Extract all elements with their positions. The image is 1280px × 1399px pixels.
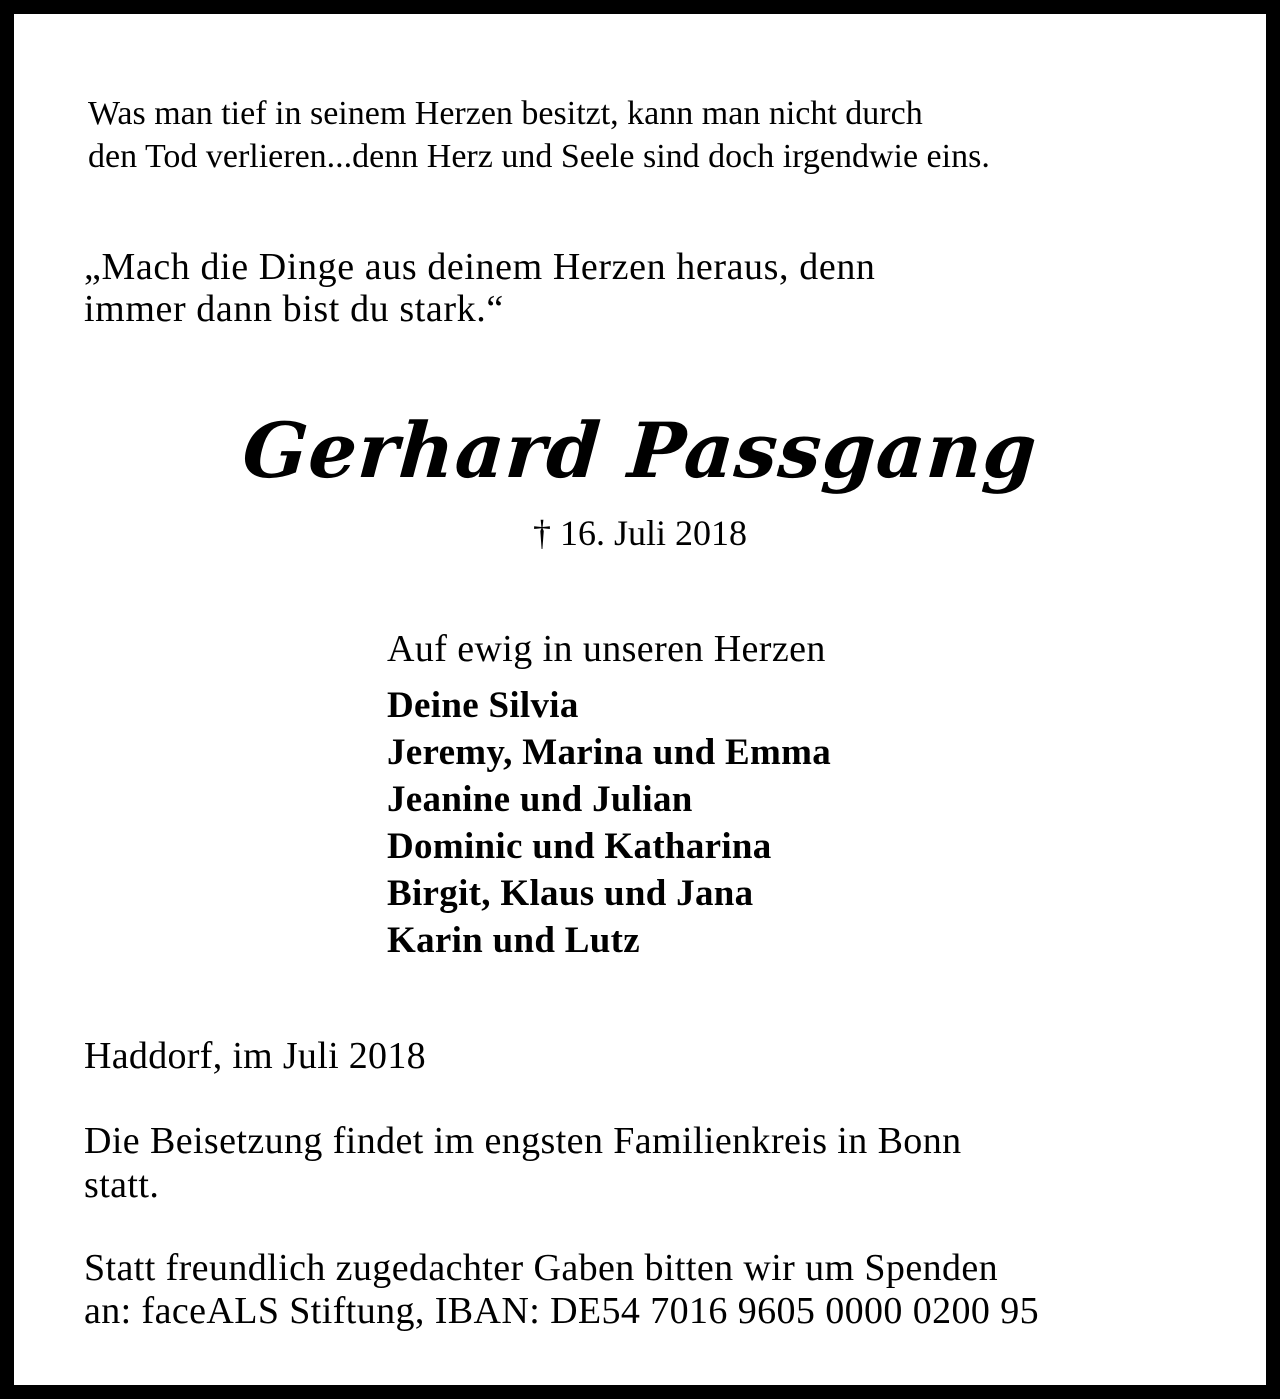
signers-list	[387, 682, 1207, 964]
place-date: Haddorf, im Juli 2018	[84, 1035, 426, 1077]
signer: Deine Silvia	[387, 685, 579, 726]
donation-notice-line: Statt freundlich zugedachter Gaben bitten wir um Spenden	[84, 1247, 999, 1289]
opening-quote-line: den Tod verlieren...denn Herz und Seele sind doch irgendwie eins.	[88, 138, 990, 175]
burial-notice-line: statt.	[84, 1164, 160, 1206]
opening-quote	[88, 92, 1208, 178]
burial-notice-line: Die Beisetzung findet im engsten Familienkreis in Bonn	[84, 1120, 962, 1162]
mourning-phrase: Auf ewig in unseren Herzen	[387, 628, 826, 670]
burial-notice	[84, 1119, 1214, 1207]
death-date: † 16. Juli 2018	[532, 513, 747, 553]
signer: Jeremy, Marina und Emma	[387, 732, 832, 773]
opening-quote-line: Was man tief in seinem Herzen besitzt, kann man nicht durch	[88, 95, 923, 132]
second-quote-line: immer dann bist du stark.“	[84, 288, 504, 330]
deceased-name: Gerhard Passgang	[239, 406, 1041, 495]
donation-notice	[84, 1247, 1214, 1333]
signer: Karin und Lutz	[387, 920, 640, 961]
signer: Birgit, Klaus und Jana	[387, 873, 754, 914]
donation-notice-line: an: faceALS Stiftung, IBAN: DE54 7016 9605 0000 0200 95	[84, 1290, 1040, 1332]
signer: Jeanine und Julian	[387, 779, 693, 820]
second-quote	[84, 246, 1204, 330]
second-quote-line: „Mach die Dinge aus deinem Herzen heraus, denn	[84, 246, 876, 288]
signer: Dominic und Katharina	[387, 826, 772, 867]
